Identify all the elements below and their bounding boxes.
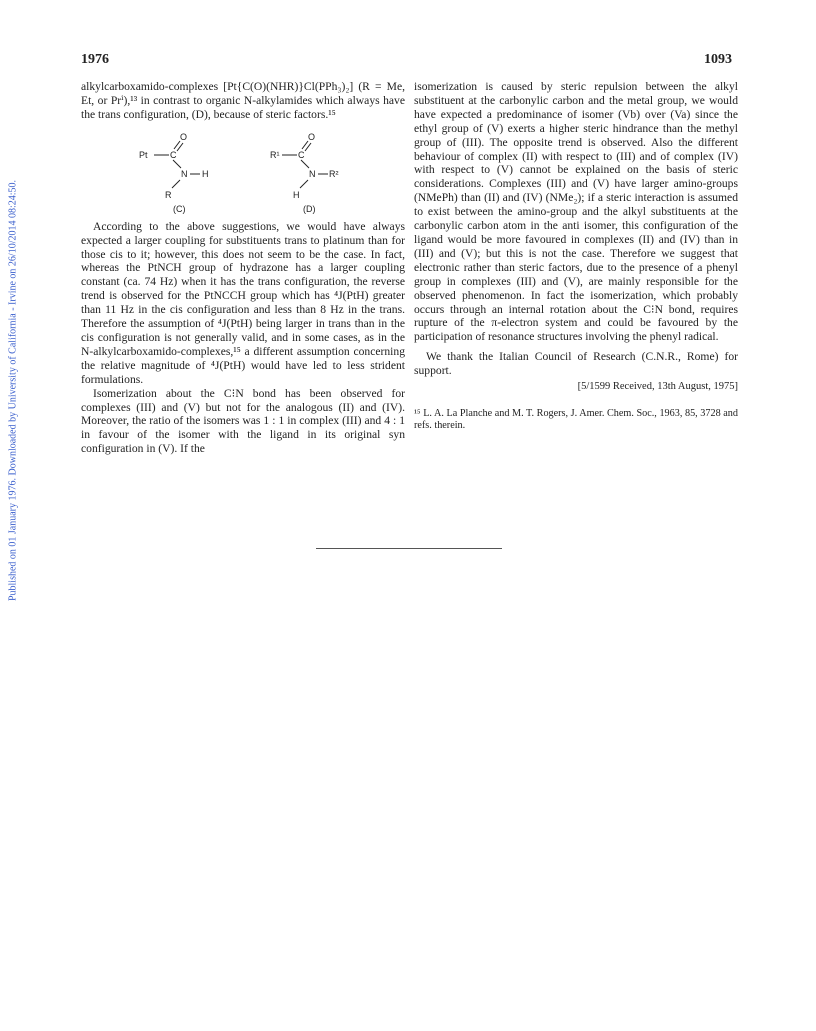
structure-c-label: (C) xyxy=(173,203,186,214)
received-date: [5/1599 Received, 13th August, 1975] xyxy=(577,381,738,393)
structure-d-carbon: C xyxy=(298,149,305,160)
structure-d-nitrogen: N xyxy=(309,168,316,179)
structure-d-hydrogen: H xyxy=(293,189,300,200)
left-paragraph-3: Isomerization about the C⁝N bond has been observed for complexes (III) and (V) but not for the analogous (II) and (IV). Moreover, the ratio of the isomers was 1 : 1 in complex (III) and 4 : 1 in favour of the isomer with the ligand in its original syn configuration in (V). If the xyxy=(81,386,405,456)
left-column xyxy=(81,80,405,456)
page-number: 1093 xyxy=(704,52,732,67)
journal-year: 1976 xyxy=(81,52,109,67)
acknowledgement: We thank the Italian Council of Research (C.N.R., Rome) for support. xyxy=(414,350,738,378)
chemical-structures-figure xyxy=(81,132,405,214)
right-column xyxy=(414,80,738,433)
left-paragraph-2: According to the above suggestions, we would have always expected a larger coupling for substituents trans to platinum than for those cis to it; however, this does not seem to be the case. In fact, whereas the PtNCH group of hydrazone has a larger coupling constant (ca. 74 Hz) when it has the trans configuration, the reverse trend is observed for the PtNCCH group which has ⁴J(PtH) greater than 11 Hz in the cis configuration and less than 8 Hz in the trans. Therefore the assumption of ⁴J(PtH) being larger in trans than in the cis configuration is not generally valid, and in some cases, as in the N-alkylcarboxamido-complexes,¹⁵ a different assumption concerning the relative magnitude of ⁴J(PtH) would have led to less strident formulations. xyxy=(81,219,405,386)
structure-c-carbon: C xyxy=(170,149,177,160)
left-paragraph-1: alkylcarboxamido-complexes [Pt{C(O)(NHR)}Cl(PPh₃)₂] (R = Me, Et, or Prⁱ),¹³ in contrast to organic N-alkylamides which always have the trans configuration, (D), because of steric factors.¹⁵ xyxy=(81,80,405,121)
structure-d-oxygen: O xyxy=(308,131,316,142)
structure-c-r: R xyxy=(165,189,172,200)
download-watermark: Published on 01 January 1976. Downloaded by University of California - Irvine on 26/10/2014 08:24:50. xyxy=(7,179,19,602)
right-paragraph-1: isomerization is caused by steric repulsion between the alkyl substituent at the carbonylic carbon and the metal group, we would have expected a predominance of isomer (Vb) over (Va) since the ethyl group of (V) exerts a higher steric hindrance than the methyl group of (III). The opposite trend is observed. Also the different behaviour of complex (II) with respect to (III) and of complex (IV) with respect to (V) cannot be explained on the basis of steric considerations. Complexes (III) and (V) have larger amino-groups (NMePh) than (II) and (IV) (NMe₂); if a steric interaction is assumed to exist between the amino-group and the alkyl substituents at the carbonylic carbon atom in the anti isomer, this configuration of the ligand would be more favoured in complexes (II) and (IV) than in (III) and (V); but this is not the case. Therefore we suggest that electronic rather than steric factors, due to the presence of a phenyl group in complexes (III) and (V), are mainly responsible for the observed phenomenon. In fact the isomerization, which probably occurs through an internal rotation about the C⁝N bond, requires rupture of the π-electron system and could be favoured by the participation of resonance structures involving the phenyl radical. xyxy=(414,80,738,344)
structure-d-label: (D) xyxy=(303,203,316,214)
end-rule xyxy=(316,548,502,549)
structure-c-hydrogen: H xyxy=(202,168,209,179)
structure-drawing xyxy=(81,132,405,214)
structure-c-oxygen: O xyxy=(180,131,188,142)
structure-d-r1: R¹ xyxy=(270,149,280,160)
structure-c-nitrogen: N xyxy=(181,168,188,179)
reference-15: ¹⁵ L. A. La Planche and M. T. Rogers, J. Amer. Chem. Soc., 1963, 85, 3728 and refs. therein. xyxy=(414,407,738,432)
structure-c-pt: Pt xyxy=(139,149,148,160)
structure-d-r2: R² xyxy=(329,168,339,179)
